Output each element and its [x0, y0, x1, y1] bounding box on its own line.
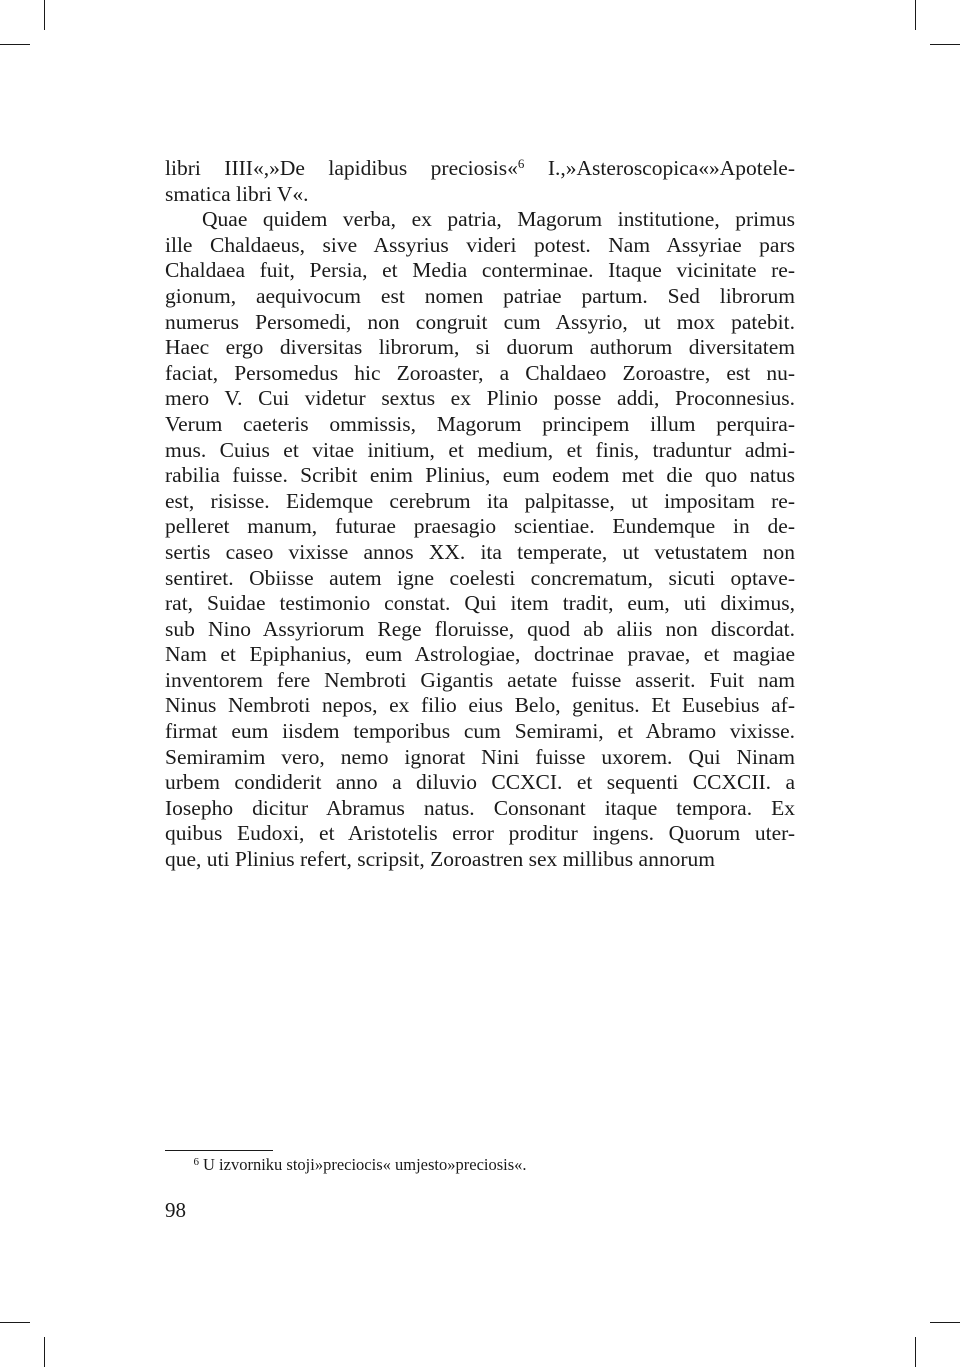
text-line: gionum, aequivocum est nomen patriae partum. Sed librorum: [165, 283, 795, 308]
crop-mark-bottom-right-vertical: [915, 1337, 916, 1367]
text-line: Chaldaea fuit, Persia, et Media conterminae. Itaque vicinitate re-: [165, 258, 795, 283]
text-line: Ninus Nembroti nepos, ex filio eius Belo, genitus. Et Eusebius af-: [165, 693, 795, 718]
text-line: Iosepho dicitur Abramus natus. Consonant itaque tempora. Ex: [165, 795, 795, 820]
crop-mark-top-left-vertical: [44, 0, 45, 30]
crop-mark-top-right-vertical: [915, 0, 916, 30]
text-line: firmat eum iisdem temporibus cum Semirami, et Abramo vixisse.: [165, 719, 795, 744]
footnote: [165, 1154, 785, 1176]
text-line: libri IIII«,»De lapidibus preciosis«$^6$ I.,»Asteroscopica«»Apotele-: [165, 156, 796, 180]
text-line: Nam et Epiphanius, eum Astrologiae, doctrinae pravae, et magiae: [165, 642, 795, 667]
text-line: mus. Cuius et vitae initium, et medium, et finis, traduntur admi-: [165, 437, 795, 462]
text-line: rat, Suidae testimonio constat. Qui item tradit, eum, uti diximus,: [165, 591, 795, 616]
paragraph: [165, 207, 795, 872]
text-line: sub Nino Assyriorum Rege floruisse, quod ab aliis non discordat.: [165, 616, 795, 641]
crop-mark-bottom-right-horizontal: [930, 1322, 960, 1323]
footnote-reference[interactable]: 6: [517, 156, 525, 171]
text-line: smatica libri V«.: [165, 181, 309, 206]
text-line: sentiret. Obiisse autem igne coelesti concrematum, sicuti optave-: [165, 565, 795, 590]
body-text: [165, 156, 795, 873]
text-line: Verum caeteris ommissis, Magorum principem illum perquira-: [165, 411, 795, 436]
text-line: Semiramim vero, nemo ignorat Nini fuisse uxorem. Qui Ninam: [165, 744, 795, 769]
text-line: Quae quidem verba, ex patria, Magorum institutione, primus: [202, 207, 795, 232]
crop-mark-bottom-left-horizontal: [0, 1322, 30, 1323]
text-line: rabilia fuisse. Scribit enim Plinius, eum eodem met die quo natus: [165, 463, 795, 488]
footnote-text: U izvorniku stoji»preciocis« umjesto»preciosis«.: [203, 1155, 527, 1174]
text-line: sertis caseo vixisse annos XX. ita temperate, ut vetustatem non: [165, 539, 795, 564]
text-line: Haec ergo diversitas librorum, si duorum authorum diversitatem: [165, 335, 795, 360]
text-line: numerus Persomedi, non congruit cum Assyrio, ut mox patebit.: [165, 309, 795, 334]
text-line: faciat, Persomedus hic Zoroaster, a Chaldaeo Zoroastre, est nu-: [165, 360, 795, 385]
text-line: pelleret manum, futurae praesagio scientiae. Eundemque in de-: [165, 514, 795, 539]
crop-mark-bottom-left-vertical: [44, 1337, 45, 1367]
footnote-marker: 6: [193, 1156, 199, 1168]
text-line: urbem condiderit anno a diluvio CCXCI. et sequenti CCXCII. a: [165, 770, 795, 795]
text-line: inventorem fere Nembroti Gigantis aetate fuisse asserit. Fuit nam: [165, 667, 795, 692]
footnote-separator: [165, 1150, 273, 1151]
page-number: 98: [165, 1198, 186, 1222]
text-line: est, risisse. Eidemque cerebrum ita palpitasse, ut impositam re-: [165, 488, 795, 513]
crop-mark-top-right-horizontal: [930, 44, 960, 45]
text-line: ille Chaldaeus, sive Assyrius videri potest. Nam Assyriae pars: [165, 232, 795, 257]
text-line: quibus Eudoxi, et Aristotelis error proditur ingens. Quorum uter-: [165, 821, 795, 846]
text-line: que, uti Plinius refert, scripsit, Zoroastren sex millibus annorum: [165, 847, 715, 872]
crop-mark-top-left-horizontal: [0, 44, 30, 45]
text-line: mero V. Cui videtur sextus ex Plinio posse addi, Proconnesius.: [165, 386, 795, 411]
